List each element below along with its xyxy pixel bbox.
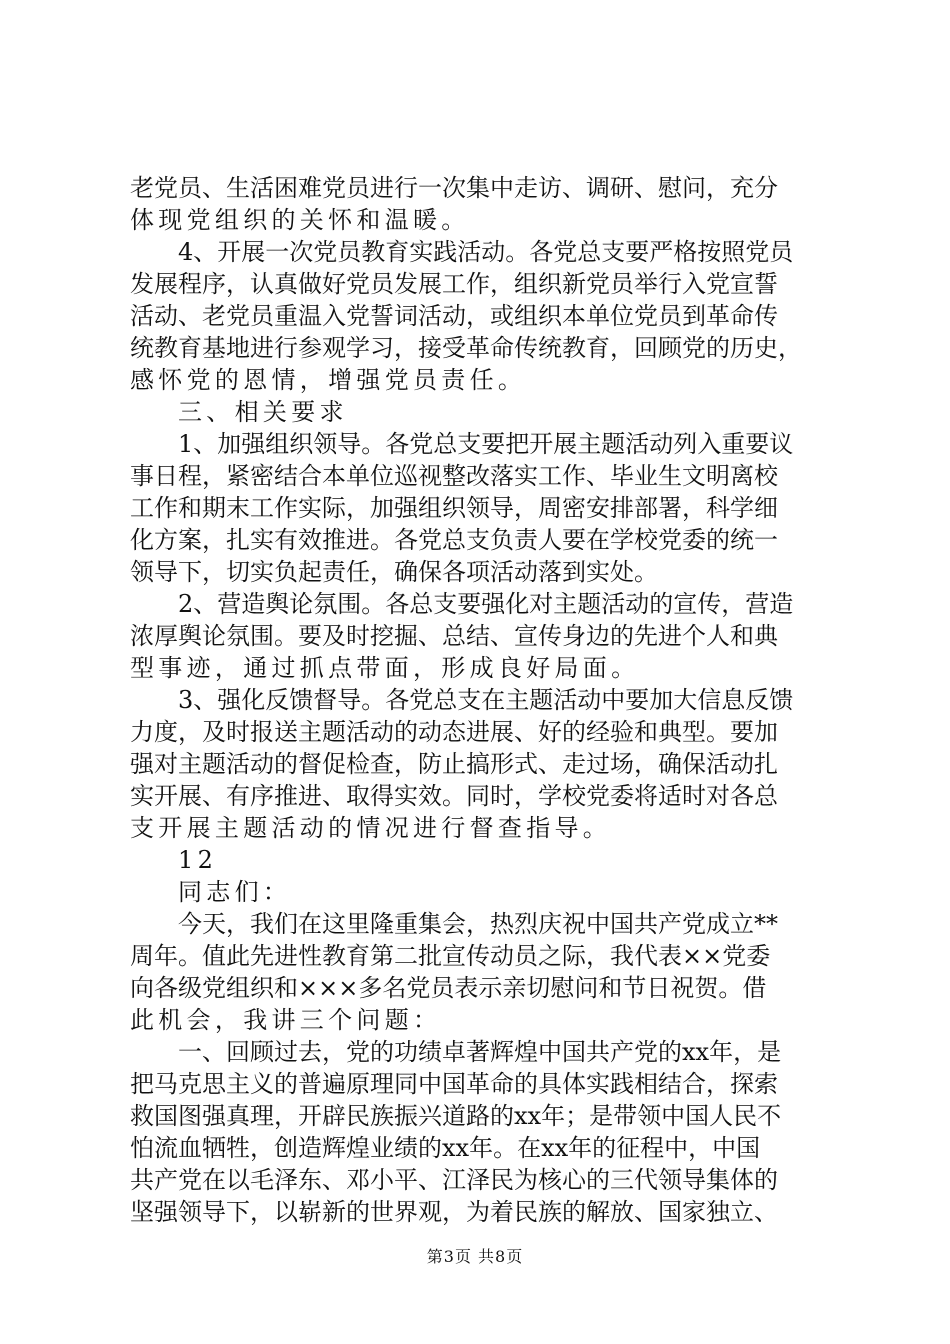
- text-line: 强对主题活动的督促检查，防止搞形式、走过场，确保活动扎: [130, 750, 778, 778]
- text-line: 怕流血牺牲，创造辉煌业绩的xx年。在xx年的征程中，中国: [130, 1134, 761, 1162]
- text-line: 实开展、有序推进、取得实效。同时，学校党委将适时对各总: [130, 782, 778, 810]
- page-footer: 第3页 共8页: [426, 1247, 524, 1266]
- text-line: 活动、老党员重温入党誓词活动，或组织本单位党员到革命传: [130, 302, 778, 330]
- document-body: [130, 172, 820, 1228]
- text-line: 发展程序，认真做好党员发展工作，组织新党员举行入党宣誓: [130, 270, 778, 298]
- text-line: 型事迹，通过抓点带面，形成良好局面。: [130, 654, 640, 682]
- text-line: 领导下，切实负起责任，确保各项活动落到实处。: [130, 558, 658, 586]
- text-line: 此机会，我讲三个问题：: [130, 1006, 442, 1034]
- text-line: 坚强领导下，以崭新的世界观，为着民族的解放、国家独立、: [130, 1198, 778, 1226]
- text-line: 浓厚舆论氛围。要及时挖掘、总结、宣传身边的先进个人和典: [130, 622, 778, 650]
- text-line: 共产党在以毛泽东、邓小平、江泽民为核心的三代领导集体的: [130, 1166, 778, 1194]
- text-line: 把马克思主义的普遍原理同中国革命的具体实践相结合，探索: [130, 1070, 778, 1098]
- text-line: 力度，及时报送主题活动的动态进展、好的经验和典型。要加: [130, 718, 778, 746]
- text-line: 12: [178, 846, 218, 874]
- text-line: 同志们：: [178, 878, 292, 906]
- text-line: 感怀党的恩情，增强党员责任。: [130, 366, 527, 394]
- text-line: 统教育基地进行参观学习，接受革命传统教育，回顾党的历史，: [130, 334, 802, 362]
- text-line: 今天，我们在这里隆重集会，热烈庆祝中国共产党成立**: [178, 910, 778, 938]
- text-line: 工作和期末工作实际，加强组织领导，周密安排部署，科学细: [130, 494, 778, 522]
- text-line: 4、开展一次党员教育实践活动。各党总支要严格按照党员: [178, 238, 794, 266]
- text-line: 周年。值此先进性教育第二批宣传动员之际，我代表××党委: [130, 942, 771, 970]
- text-line: 向各级党组织和×××多名党员表示亲切慰问和节日祝贺。借: [130, 974, 767, 1002]
- text-line: 一、回顾过去，党的功绩卓著辉煌中国共产党的xx年，是: [178, 1038, 782, 1066]
- text-line: 支开展主题活动的情况进行督查指导。: [130, 814, 612, 842]
- text-line: 3、强化反馈督导。各党总支在主题活动中要加大信息反馈: [178, 686, 794, 714]
- text-line: 1、加强组织领导。各党总支要把开展主题活动列入重要议: [178, 430, 794, 458]
- text-line: 三、相关要求: [178, 398, 348, 426]
- text-line: 事日程，紧密结合本单位巡视整改落实工作、毕业生文明离校: [130, 462, 778, 490]
- text-line: 2、营造舆论氛围。各总支要强化对主题活动的宣传，营造: [178, 590, 794, 618]
- text-line: 体现党组织的关怀和温暖。: [130, 206, 470, 234]
- text-line: 老党员、生活困难党员进行一次集中走访、调研、慰问，充分: [130, 174, 778, 202]
- text-line: 救国图强真理，开辟民族振兴道路的xx年；是带领中国人民不: [130, 1102, 782, 1130]
- text-line: 化方案，扎实有效推进。各党总支负责人要在学校党委的统一: [130, 526, 778, 554]
